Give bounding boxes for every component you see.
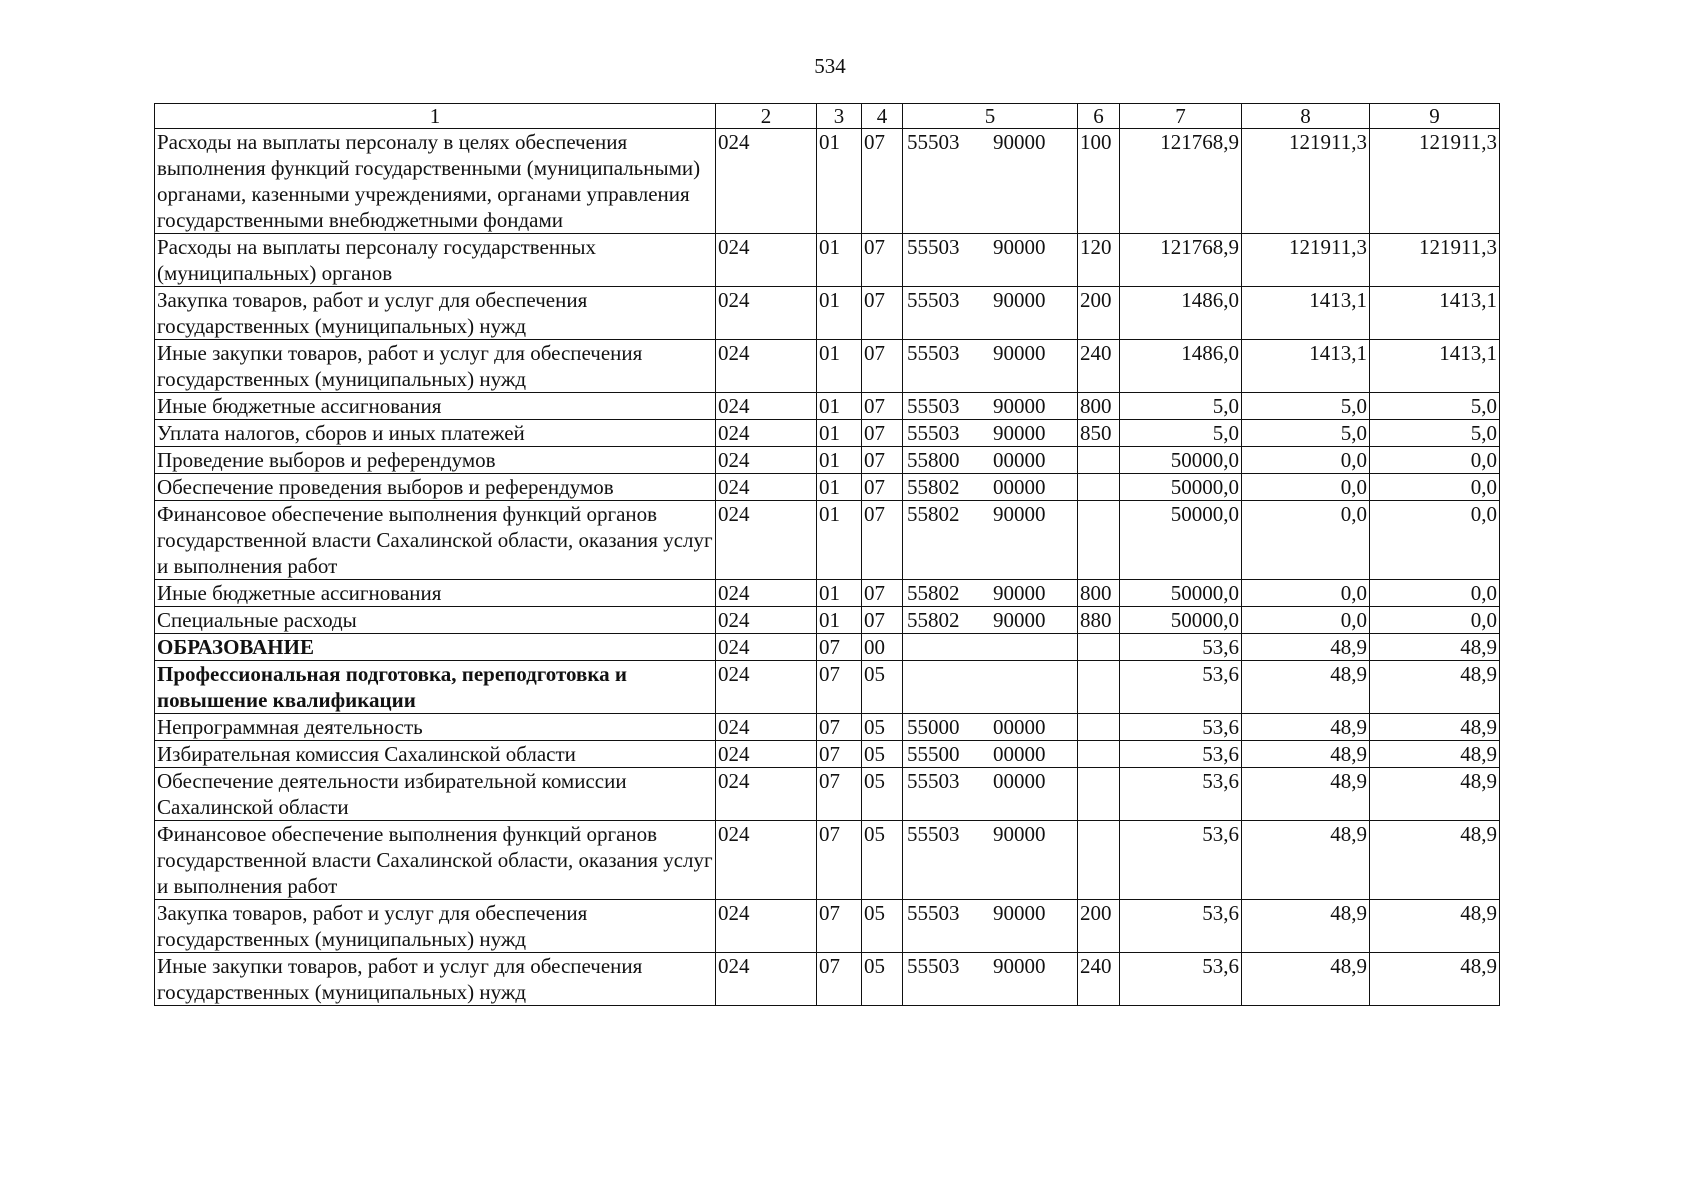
row-code-5-direction: 90000 [992,130,1046,154]
row-code-2: 024 [716,234,817,287]
row-code-6 [1078,447,1120,474]
row-value-8: 48,9 [1242,953,1370,1006]
row-value-8: 0,0 [1242,474,1370,501]
row-code-2: 024 [716,287,817,340]
row-code-5-direction: 90000 [992,235,1046,259]
row-name: Иные закупки товаров, работ и услуг для обеспечения государственных (муниципальных) нужд [155,340,716,393]
row-value-7: 50000,0 [1120,501,1242,580]
row-code-6 [1078,768,1120,821]
row-value-8: 0,0 [1242,580,1370,607]
row-value-9: 5,0 [1370,420,1500,447]
row-value-9: 48,9 [1370,768,1500,821]
row-value-7: 5,0 [1120,393,1242,420]
row-code-5 [903,607,1078,634]
row-code-5-direction: 00000 [992,715,1046,739]
row-value-9: 48,9 [1370,741,1500,768]
row-value-7: 50000,0 [1120,474,1242,501]
row-name: Иные закупки товаров, работ и услуг для обеспечения государственных (муниципальных) нужд [155,953,716,1006]
row-code-3: 01 [817,234,862,287]
row-value-8: 48,9 [1242,741,1370,768]
row-code-6: 850 [1078,420,1120,447]
row-value-7: 50000,0 [1120,607,1242,634]
row-code-5-direction: 00000 [992,769,1046,793]
table-row [155,900,1500,953]
header-col-4: 4 [862,104,903,129]
row-value-7: 53,6 [1120,714,1242,741]
row-code-5-program: 55503 [907,954,960,978]
header-col-9: 9 [1370,104,1500,129]
row-code-5-program: 55800 [907,448,960,472]
row-code-3: 01 [817,580,862,607]
row-value-7: 53,6 [1120,900,1242,953]
row-code-2: 024 [716,741,817,768]
row-value-8: 0,0 [1242,447,1370,474]
row-code-2: 024 [716,900,817,953]
row-code-4: 05 [862,821,903,900]
row-name: Обеспечение проведения выборов и референдумов [155,474,716,501]
row-code-5-program: 55503 [907,130,960,154]
row-code-3: 01 [817,340,862,393]
row-code-5-program: 55503 [907,421,960,445]
row-value-8: 5,0 [1242,393,1370,420]
row-code-2: 024 [716,501,817,580]
row-value-7: 53,6 [1120,741,1242,768]
row-value-7: 53,6 [1120,661,1242,714]
row-code-5-direction: 90000 [992,502,1046,526]
table-row [155,340,1500,393]
row-code-3: 01 [817,129,862,234]
row-code-5-program: 55503 [907,235,960,259]
row-name: Избирательная комиссия Сахалинской области [155,741,716,768]
row-code-5-program: 55802 [907,502,960,526]
row-code-3: 07 [817,821,862,900]
row-value-8: 48,9 [1242,821,1370,900]
row-code-5-program: 55503 [907,822,960,846]
row-code-5-direction: 90000 [992,288,1046,312]
row-code-3: 01 [817,474,862,501]
header-col-7: 7 [1120,104,1242,129]
row-name: Финансовое обеспечение выполнения функций органов государственной власти Сахалинской области, оказания услуг и выполнения работ [155,821,716,900]
table-row [155,634,1500,661]
row-code-5-program: 55500 [907,742,960,766]
row-code-5 [903,953,1078,1006]
row-code-3: 07 [817,714,862,741]
row-code-5 [903,340,1078,393]
row-code-4: 07 [862,340,903,393]
table-row [155,447,1500,474]
row-value-7: 121768,9 [1120,129,1242,234]
row-name: Иные бюджетные ассигнования [155,580,716,607]
row-name: Иные бюджетные ассигнования [155,393,716,420]
row-code-5-direction: 00000 [992,742,1046,766]
row-code-5-program: 55802 [907,475,960,499]
row-code-2: 024 [716,474,817,501]
row-code-5-program: 55503 [907,288,960,312]
table-row [155,714,1500,741]
table-row [155,821,1500,900]
row-value-9: 0,0 [1370,501,1500,580]
header-col-5: 5 [903,104,1078,129]
row-code-5 [903,900,1078,953]
row-code-2: 024 [716,768,817,821]
table-row [155,661,1500,714]
row-code-3: 07 [817,741,862,768]
row-value-9: 48,9 [1370,714,1500,741]
table-row [155,741,1500,768]
row-value-8: 1413,1 [1242,340,1370,393]
row-code-6: 800 [1078,393,1120,420]
table-row [155,953,1500,1006]
row-code-2: 024 [716,661,817,714]
row-code-5-program: 55000 [907,715,960,739]
row-code-2: 024 [716,607,817,634]
row-code-5 [903,129,1078,234]
row-code-5-direction: 00000 [992,475,1046,499]
row-code-5-program: 55503 [907,341,960,365]
row-value-7: 1486,0 [1120,287,1242,340]
row-code-3: 01 [817,447,862,474]
row-value-9: 121911,3 [1370,129,1500,234]
table-row [155,501,1500,580]
row-value-7: 50000,0 [1120,580,1242,607]
row-code-2: 024 [716,580,817,607]
row-value-7: 5,0 [1120,420,1242,447]
row-code-5 [903,714,1078,741]
row-code-5-program: 55802 [907,608,960,632]
row-name: Проведение выборов и референдумов [155,447,716,474]
row-value-7: 1486,0 [1120,340,1242,393]
row-name: Закупка товаров, работ и услуг для обеспечения государственных (муниципальных) нужд [155,900,716,953]
row-code-5-program: 55503 [907,394,960,418]
row-name: ОБРАЗОВАНИЕ [155,634,716,661]
table-row [155,607,1500,634]
row-code-2: 024 [716,634,817,661]
page-number: 534 [814,54,846,78]
row-code-5 [903,287,1078,340]
row-code-4: 07 [862,447,903,474]
row-code-5 [903,580,1078,607]
row-value-8: 5,0 [1242,420,1370,447]
row-code-4: 07 [862,393,903,420]
row-code-5 [903,661,1078,714]
row-code-5 [903,474,1078,501]
row-code-5 [903,501,1078,580]
row-value-7: 50000,0 [1120,447,1242,474]
row-code-4: 07 [862,287,903,340]
row-code-6 [1078,474,1120,501]
row-code-3: 01 [817,501,862,580]
row-code-2: 024 [716,393,817,420]
row-code-4: 07 [862,129,903,234]
header-row [155,104,1500,129]
row-code-6: 100 [1078,129,1120,234]
row-value-8: 121911,3 [1242,129,1370,234]
row-code-6: 200 [1078,900,1120,953]
row-code-3: 07 [817,634,862,661]
row-code-2: 024 [716,420,817,447]
row-name: Обеспечение деятельности избирательной комиссии Сахалинской области [155,768,716,821]
row-value-8: 48,9 [1242,768,1370,821]
row-value-8: 0,0 [1242,501,1370,580]
row-value-9: 121911,3 [1370,234,1500,287]
row-code-5-direction: 90000 [992,421,1046,445]
row-code-4: 05 [862,714,903,741]
row-value-9: 1413,1 [1370,340,1500,393]
table-row [155,129,1500,234]
budget-table [154,103,1500,1006]
row-name: Профессиональная подготовка, переподготовка и повышение квалификации [155,661,716,714]
row-code-6 [1078,661,1120,714]
row-code-6: 240 [1078,953,1120,1006]
row-code-3: 07 [817,768,862,821]
row-code-5-direction: 90000 [992,608,1046,632]
row-value-8: 48,9 [1242,661,1370,714]
row-code-6 [1078,714,1120,741]
row-code-6: 880 [1078,607,1120,634]
table-row [155,474,1500,501]
row-code-4: 07 [862,607,903,634]
row-name: Специальные расходы [155,607,716,634]
row-value-8: 48,9 [1242,900,1370,953]
row-code-3: 07 [817,953,862,1006]
row-code-4: 05 [862,661,903,714]
row-value-9: 1413,1 [1370,287,1500,340]
row-code-6 [1078,821,1120,900]
row-code-6 [1078,501,1120,580]
header-col-6: 6 [1078,104,1120,129]
row-code-4: 05 [862,900,903,953]
row-code-3: 01 [817,420,862,447]
row-code-5 [903,393,1078,420]
row-code-3: 07 [817,661,862,714]
row-code-5-direction: 90000 [992,394,1046,418]
header-col-8: 8 [1242,104,1370,129]
row-code-5-direction: 90000 [992,901,1046,925]
row-name: Уплата налогов, сборов и иных платежей [155,420,716,447]
row-code-6: 120 [1078,234,1120,287]
row-code-6: 240 [1078,340,1120,393]
header-col-3: 3 [817,104,862,129]
row-code-5-direction: 00000 [992,448,1046,472]
row-code-5 [903,768,1078,821]
row-code-5-direction: 90000 [992,954,1046,978]
row-code-2: 024 [716,447,817,474]
row-code-6 [1078,634,1120,661]
row-value-8: 48,9 [1242,714,1370,741]
row-code-4: 07 [862,474,903,501]
row-code-5 [903,821,1078,900]
row-code-5 [903,447,1078,474]
row-value-9: 48,9 [1370,821,1500,900]
row-code-4: 07 [862,420,903,447]
row-value-7: 53,6 [1120,768,1242,821]
row-value-8: 0,0 [1242,607,1370,634]
row-value-9: 5,0 [1370,393,1500,420]
row-name: Непрограммная деятельность [155,714,716,741]
row-code-6 [1078,741,1120,768]
row-value-9: 0,0 [1370,474,1500,501]
row-code-3: 01 [817,287,862,340]
row-code-3: 01 [817,393,862,420]
row-code-4: 07 [862,501,903,580]
row-code-5 [903,741,1078,768]
table-row [155,580,1500,607]
row-code-5-program: 55503 [907,901,960,925]
row-code-5-program: 55802 [907,581,960,605]
row-name: Расходы на выплаты персоналу государственных (муниципальных) органов [155,234,716,287]
row-code-5-direction: 90000 [992,341,1046,365]
row-name: Финансовое обеспечение выполнения функций органов государственной власти Сахалинской области, оказания услуг и выполнения работ [155,501,716,580]
row-code-6: 800 [1078,580,1120,607]
table-row [155,420,1500,447]
row-value-8: 48,9 [1242,634,1370,661]
row-value-7: 53,6 [1120,634,1242,661]
row-value-9: 48,9 [1370,953,1500,1006]
header-col-2: 2 [716,104,817,129]
row-name: Расходы на выплаты персоналу в целях обеспечения выполнения функций государственными (муниципальными) органами, казенными учреждениями, органами управления государственными внебюджетными фондами [155,129,716,234]
row-value-9: 0,0 [1370,447,1500,474]
row-value-7: 53,6 [1120,953,1242,1006]
row-code-5-direction: 90000 [992,822,1046,846]
row-code-5-program: 55503 [907,769,960,793]
row-code-3: 07 [817,900,862,953]
row-code-5 [903,234,1078,287]
table-row [155,768,1500,821]
row-value-8: 121911,3 [1242,234,1370,287]
header-col-1: 1 [155,104,716,129]
row-code-2: 024 [716,953,817,1006]
row-value-7: 121768,9 [1120,234,1242,287]
row-code-4: 00 [862,634,903,661]
row-code-5 [903,634,1078,661]
row-code-4: 05 [862,741,903,768]
row-code-2: 024 [716,714,817,741]
row-value-9: 48,9 [1370,900,1500,953]
row-code-4: 07 [862,580,903,607]
row-code-4: 07 [862,234,903,287]
row-value-9: 48,9 [1370,661,1500,714]
row-code-6: 200 [1078,287,1120,340]
row-code-3: 01 [817,607,862,634]
row-code-2: 024 [716,821,817,900]
row-code-5-direction: 90000 [992,581,1046,605]
row-code-2: 024 [716,129,817,234]
row-value-9: 0,0 [1370,607,1500,634]
row-value-7: 53,6 [1120,821,1242,900]
row-value-9: 0,0 [1370,580,1500,607]
row-code-4: 05 [862,768,903,821]
table-row [155,234,1500,287]
row-value-8: 1413,1 [1242,287,1370,340]
row-code-2: 024 [716,340,817,393]
row-code-5 [903,420,1078,447]
row-value-9: 48,9 [1370,634,1500,661]
table-row [155,393,1500,420]
row-name: Закупка товаров, работ и услуг для обеспечения государственных (муниципальных) нужд [155,287,716,340]
table-row [155,287,1500,340]
row-code-4: 05 [862,953,903,1006]
